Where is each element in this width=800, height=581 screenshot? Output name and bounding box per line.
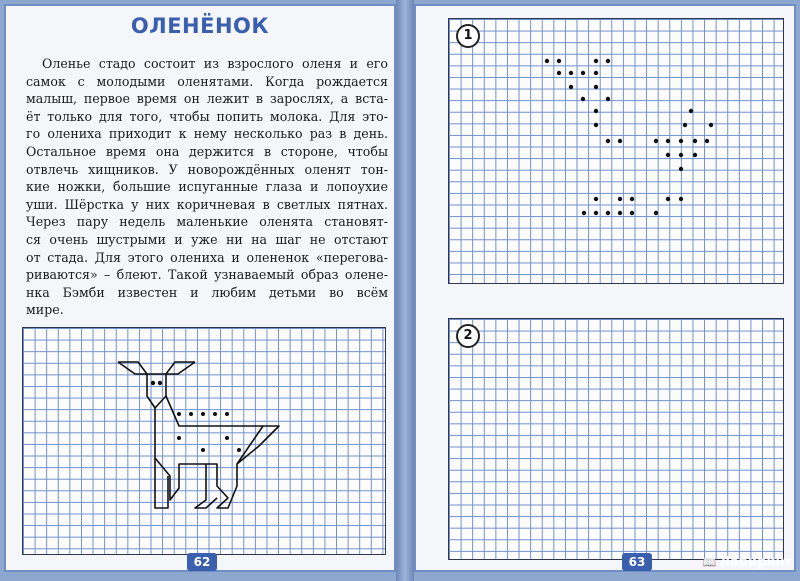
watermark-text: Лабиринт: [719, 555, 792, 570]
story-line: ёт только для того, чтобы попить молока. Для это-: [26, 108, 388, 124]
story-line: самок с молодыми оленятами. Когда рождается: [26, 73, 388, 89]
empty-grid-2[interactable]: [448, 318, 784, 560]
story-line: нка Бэмби известен и любим детьми во всём: [26, 284, 388, 300]
publisher-watermark: [703, 555, 792, 570]
story-line: малыш, первое время он лежит в зарослях, а вста-: [26, 91, 388, 107]
example-grid: [22, 327, 386, 555]
story-line: Остальное время она держится в стороне, чтобы: [26, 143, 388, 159]
story-line: го олениха приходит к нему несколько раз в день.: [26, 126, 388, 142]
book-icon: 📖: [702, 556, 717, 569]
story-line: Через пару недель маленькие оленята становят-: [26, 214, 388, 230]
page-number-left: 62: [187, 553, 217, 571]
book-spine: [396, 0, 414, 581]
page-number-right: 63: [622, 553, 652, 571]
fawn-drawing: [23, 328, 385, 554]
story-line: мире.: [26, 302, 64, 318]
story-text: [26, 55, 388, 319]
story-line: риваются» – блеют. Такой узнаваемый образ олене-: [26, 267, 388, 283]
story-line: отвлечь хищников. У новорождённых оленят тон-: [26, 161, 388, 177]
dot-grid-1: [448, 18, 784, 284]
story-line: уши. Шёрстка у них коричневая в светлых пятнах.: [26, 196, 388, 212]
left-page: [4, 4, 396, 572]
page-title: ОЛЕНЁНОК: [130, 14, 270, 38]
grid-2-label: 2: [456, 324, 480, 348]
story-line: ся очень шустрыми и уже ни на шаг не отстают: [26, 231, 388, 247]
grid-1-label: 1: [456, 24, 480, 48]
story-line: Оленье стадо состоит из взрослого оленя и его: [42, 56, 388, 71]
right-page: [414, 4, 796, 572]
story-line: от стада. Для этого олениха и олененок «перегова-: [26, 249, 388, 265]
dot-pattern: [449, 19, 783, 283]
story-line: кие ножки, большие испуганные глаза и лопоухие: [26, 179, 388, 195]
